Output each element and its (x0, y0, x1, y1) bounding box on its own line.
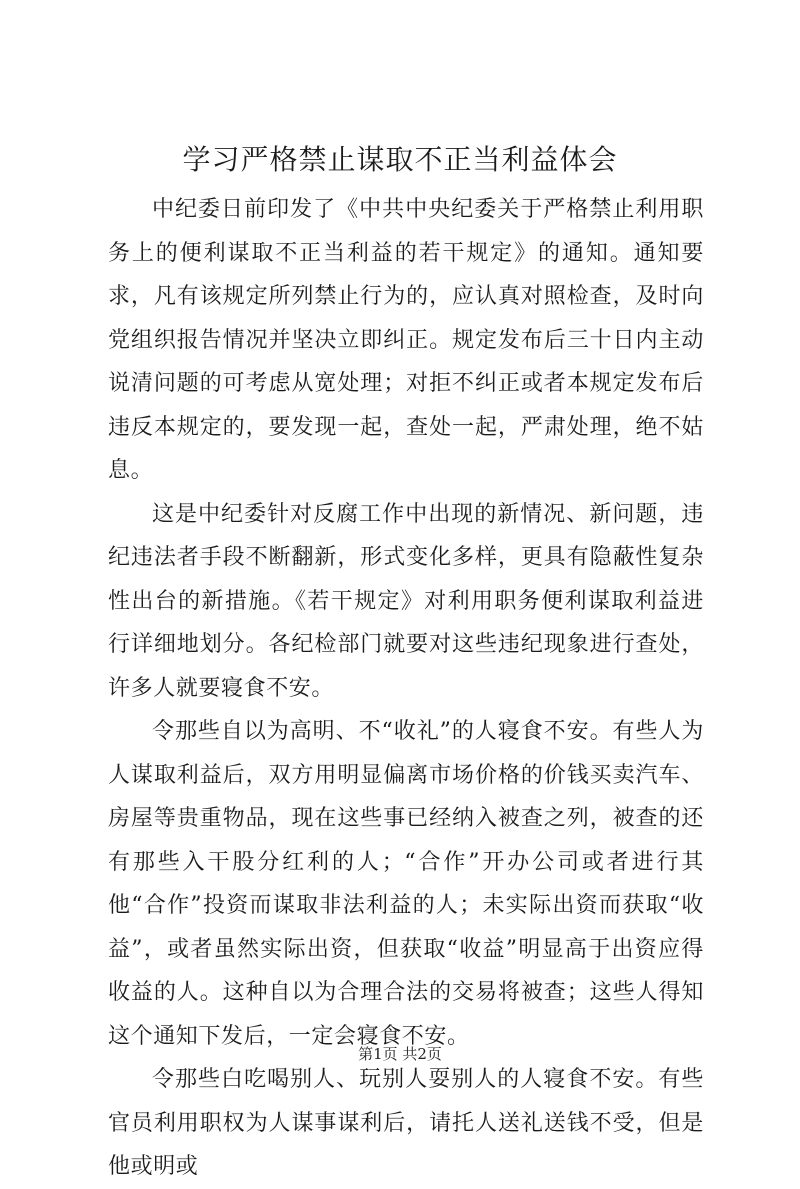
paragraph-3: 令那些自以为高明、不“收礼”的人寝食不安。有些人为人谋取利益后，双方用明显偏离市场价格的价钱买卖汽车、房屋等贵重物品，现在这些事已经纳入被查之列，被查的还有那些入干股分红利的人；“合作”开办公司或者进行其他“合作”投资而谋取非法利益的人；未实际出资而获取“收益”，或者虽然实际出资，但获取“收益”明显高于出资应得收益的人。这种自以为合理合法的交易将被查；这些人得知这个通知下发后，一定会寝食不安。 (108, 719, 704, 1049)
document-title: 学习严格禁止谋取不正当利益体会 (182, 143, 618, 176)
document-body (108, 188, 704, 1189)
paragraph-4: 令那些白吃喝别人、玩别人耍别人的人寝食不安。有些官员利用职权为人谋事谋利后，请托人送礼送钱不受，但是他或明或 (108, 1067, 704, 1179)
page-number-footer: 第1页 共2页 (358, 1045, 442, 1063)
paragraph-2: 这是中纪委针对反腐工作中出现的新情况、新问题，违纪违法者手段不断翻新，形式变化多样，更具有隐蔽性复杂性出台的新措施。《若干规定》对利用职务便利谋取利益进行详细地划分。各纪检部门就要对这些违纪现象进行查处，许多人就要寝食不安。 (108, 501, 704, 701)
paragraph-1: 中纪委日前印发了《中共中央纪委关于严格禁止利用职务上的便利谋取不正当利益的若干规定》的通知。通知要求，凡有该规定所列禁止行为的，应认真对照检查，及时向党组织报告情况并坚决立即纠正。规定发布后三十日内主动说清问题的可考虑从宽处理；对拒不纠正或者本规定发布后违反本规定的，要发现一起，查处一起，严肃处理，绝不姑息。 (108, 197, 704, 483)
